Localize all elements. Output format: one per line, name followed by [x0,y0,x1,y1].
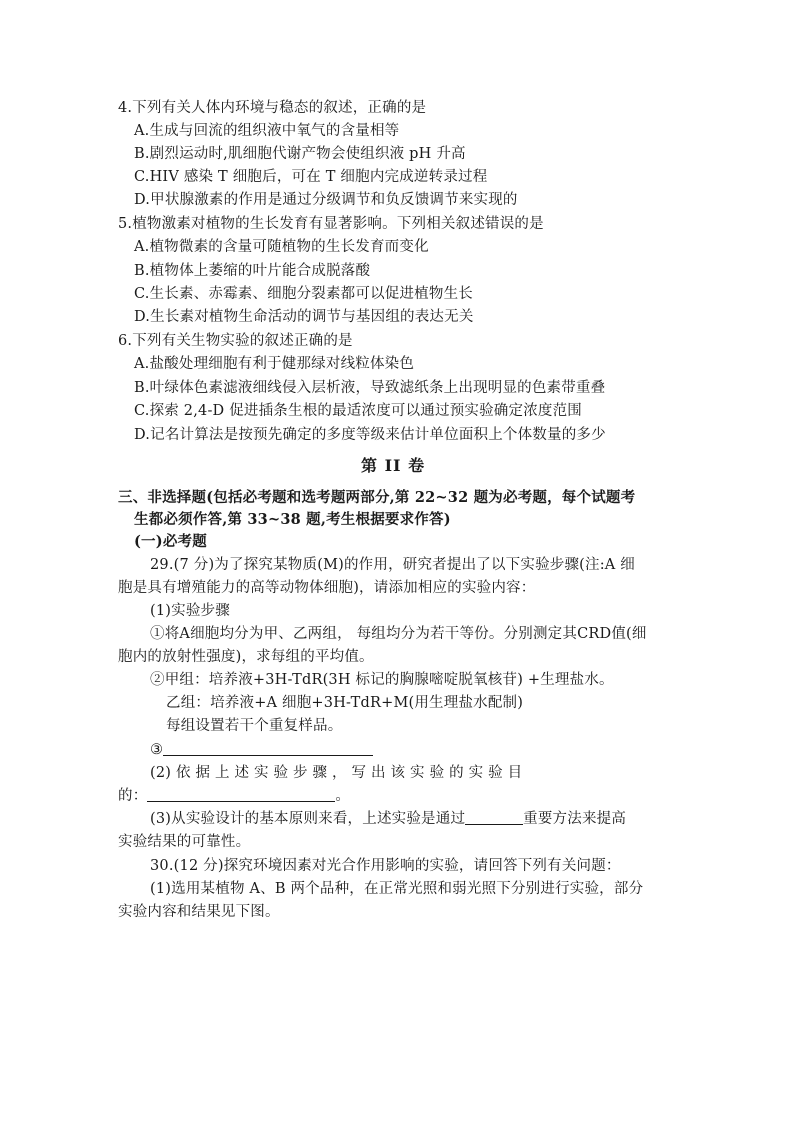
q29-step3-marker: ③ [150,742,164,758]
q29-q3-line2: 实验结果的可靠性。 [118,834,251,850]
q5-option-c: C.生长素、赤霉素、细胞分裂素都可以促进植物生长 [134,286,473,302]
q29-q2-prefix: 的： [118,788,148,804]
q29-step2-jia: ②甲组：培养液+3H-TdR(3H 标记的胸腺嘧啶脱氧核苷) +生理盐水。 [150,672,614,688]
q4-option-b: B.剧烈运动时,肌细胞代谢产物会使组织液 pH 升高 [134,146,466,162]
q5-option-d: D.生长素对植物生命活动的调节与基因组的表达无关 [134,309,474,325]
q6-option-b: B.叶绿体色素滤液细线侵入层析液，导致滤纸条上出现明显的色素带重叠 [134,380,606,396]
q4-option-a: A.生成与回流的组织液中氧气的含量相等 [134,123,400,139]
section-title: 第 II 卷 [361,456,426,475]
q29-step2-repeat: 每组设置若干个重复样品。 [166,718,343,734]
q29-q3-prefix: (3)从实验设计的基本原则来看，上述实验是通过 [150,811,466,827]
section-heading-line1: 三、非选择题(包括必考题和选考题两部分,第 22~32 题为必考题，每个试题考 [118,489,636,506]
q29-step3 [150,740,373,760]
q29-line2: 胞是具有增殖能力的高等动物体细胞)，请添加相应的实验内容： [118,580,536,596]
q29-step1-line2: 胞内的放射性强度)，求每组的平均值。 [118,649,374,665]
q29-step2-yi: 乙组：培养液+A 细胞+3H-TdR+M(用生理盐水配制) [166,695,524,711]
q6-option-a: A.盐酸处理细胞有利于健那绿对线粒体染色 [134,356,415,372]
q29-step3-answer-blank[interactable] [163,741,373,756]
q6-option-d: D.记名计算法是按预先确定的多度等级来估计单位面积上个体数量的多少 [134,427,606,443]
section-heading-line2: 生都必须作答,第 33~38 题,考生根据要求作答) [134,511,451,528]
q29-steps-label: (1)实验步骤 [150,603,230,619]
q30-line3: 实验内容和结果见下图。 [118,904,280,920]
q30-line1: 30.(12 分)探究环境因素对光合作用影响的实验，请回答下列有关问题： [150,858,621,874]
q4-stem: 4.下列有关人体内环境与稳态的叙述，正确的是 [118,100,427,116]
q30-line2: (1)选用某植物 A、B 两个品种，在正常光照和弱光照下分别进行实验，部分 [150,881,644,897]
q29-q3-suffix: 重要方法来提高 [523,811,627,827]
required-questions-label: (一)必考题 [134,533,207,550]
q5-option-a: A.植物微素的含量可随植物的生长发育而变化 [134,239,429,255]
q29-q2-answer-blank[interactable] [147,787,335,802]
q29-q2-line2 [118,786,350,806]
q29-q2-line1: (2) 依 据 上 述 实 验 步 骤 ， 写 出 该 实 验 的 实 验 目 [150,765,523,781]
q29-q3-answer-blank[interactable] [465,810,523,825]
q29-line1: 29.(7 分)为了探究某物质(M)的作用，研究者提出了以下实验步骤(注:A 细 [150,557,635,573]
q6-stem: 6.下列有关生物实验的叙述正确的是 [118,333,353,349]
q29-step1-line1: ①将A细胞均分为甲、乙两组， 每组均分为若干等份。分别测定其CRD值(细 [150,626,647,642]
q29-q3-line1 [150,809,626,829]
q5-option-b: B.植物体上萎缩的叶片能合成脱落酸 [134,263,371,279]
q4-option-c: C.HIV 感染 T 细胞后，可在 T 细胞内完成逆转录过程 [134,169,488,185]
q6-option-c: C.探索 2,4-D 促进插条生根的最适浓度可以通过预实验确定浓度范围 [134,403,582,419]
q29-q2-suffix: 。 [335,788,351,804]
q5-stem: 5.植物激素对植物的生长发育有显著影响。下列相关叙述错误的是 [118,216,544,232]
q4-option-d: D.甲状腺激素的作用是通过分级调节和负反馈调节来实现的 [134,192,518,208]
